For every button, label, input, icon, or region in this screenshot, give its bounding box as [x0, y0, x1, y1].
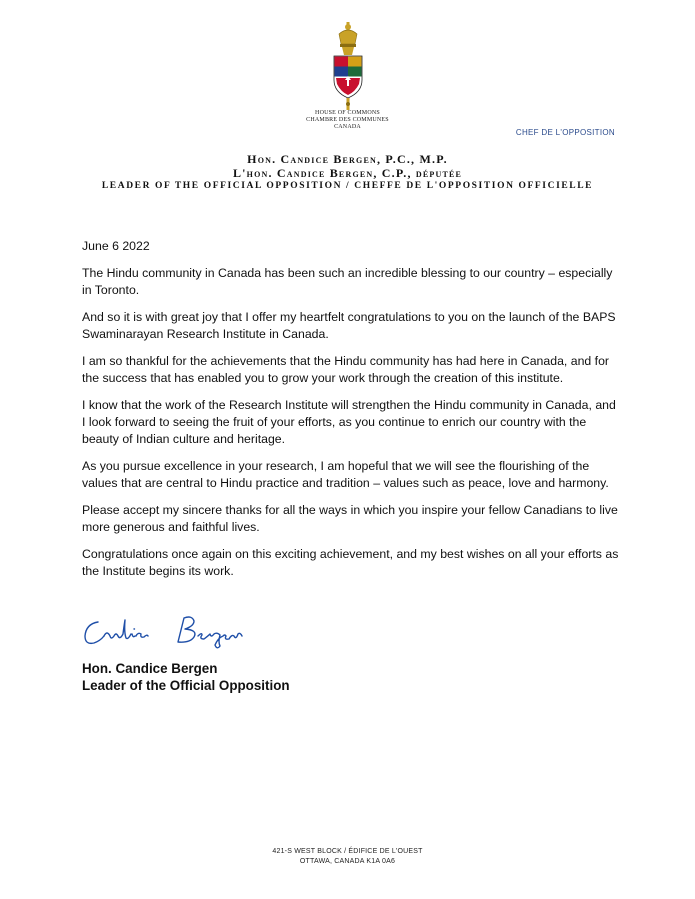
- handwritten-signature-icon: [80, 612, 250, 652]
- house-of-commons-crest-icon: [325, 22, 371, 110]
- letter-paragraph-5: As you pursue excellence in your research, I am hopeful that we will see the flourishing of the values that are central to Hindu practice and tradition – values such as peace, love and harmony.: [82, 459, 609, 490]
- crest-caption-line1: HOUSE OF COMMONS: [315, 110, 380, 116]
- office-label: CHEF DE L'OPPOSITION: [515, 128, 615, 137]
- letter-paragraph-6: Please accept my sincere thanks for all the ways in which you inspire your fellow Canadians to live more generous and faithful lives.: [82, 503, 618, 534]
- header-name-french: L'hon. Candice Bergen, C.P., députée: [232, 166, 463, 180]
- footer-address-line1: 421-S WEST BLOCK / ÉDIFICE DE L'OUEST: [272, 848, 423, 855]
- header-name-english: Hon. Candice Bergen, P.C., M.P.: [247, 152, 448, 166]
- crest-caption-line2: CHAMBRE DES COMMUNES: [306, 117, 389, 123]
- header-title: LEADER OF THE OFFICIAL OPPOSITION / CHEFFE DE L'OPPOSITION OFFICIELLE: [101, 181, 594, 191]
- letter-paragraph-1: The Hindu community in Canada has been such an incredible blessing to our country – especially in Toronto.: [82, 266, 613, 297]
- signature-block: [82, 660, 290, 694]
- letter-paragraph-4: I know that the work of the Research Institute will strengthen the Hindu community in Canada, and I look forward to seeing the fruit of your efforts, as you continue to enrich our country with the beauty of Indian culture and heritage.: [82, 398, 616, 446]
- signatory-title: Leader of the Official Opposition: [82, 678, 290, 693]
- footer-address: [0, 847, 695, 867]
- letter-paragraph-7: Congratulations once again on this exciting achievement, and my best wishes on all your efforts as the Institute begins its work.: [82, 547, 619, 578]
- letter-date: June 6 2022: [82, 239, 150, 253]
- letter-paragraph-2: And so it is with great joy that I offer my heartfelt congratulations to you on the launch of the BAPS Swaminarayan Research Institute in Canada.: [82, 310, 616, 341]
- letter-body: [82, 238, 622, 590]
- signatory-name: Hon. Candice Bergen: [82, 661, 218, 676]
- footer-address-line2: OTTAWA, CANADA K1A 0A6: [299, 858, 396, 865]
- crest-caption-line3: CANADA: [334, 124, 361, 130]
- letter-paragraph-3: I am so thankful for the achievements that the Hindu community has had here in Canada, and for the success that has enabled you to grow your work through the creation of this institute.: [82, 354, 610, 385]
